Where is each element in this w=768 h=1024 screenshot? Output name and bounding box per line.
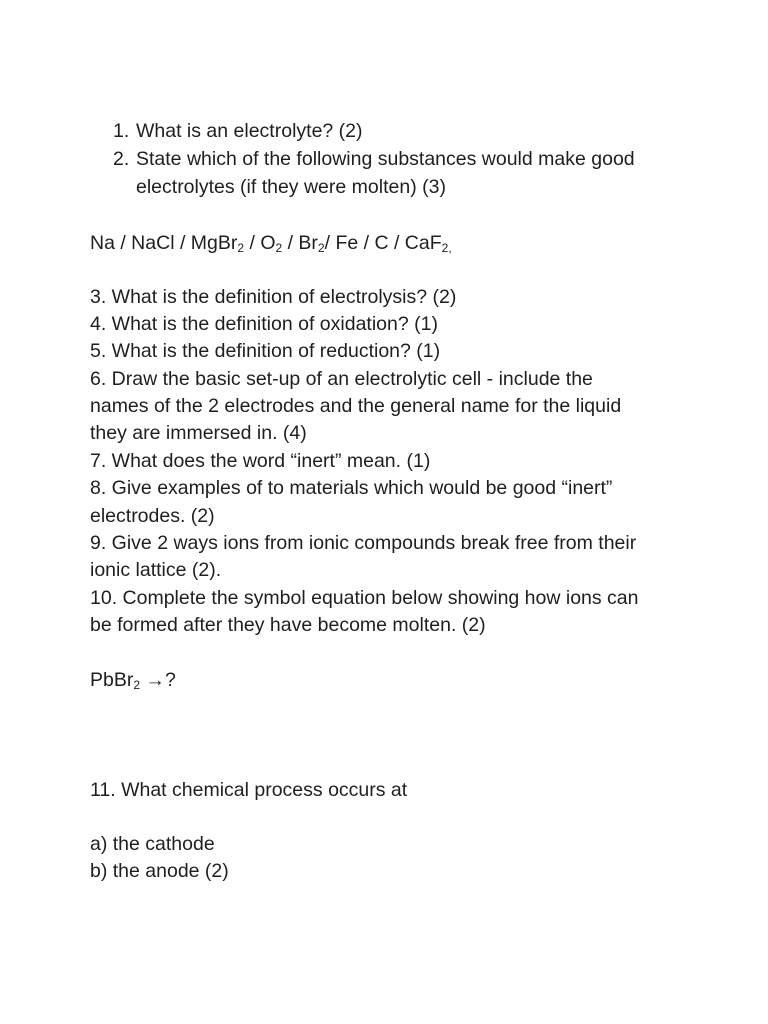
question-8-line-1: 8. Give examples of to materials which would be good “inert” [90, 477, 613, 499]
question-3: 3. What is the definition of electrolysis? (2) [90, 286, 457, 308]
substances-sub-4: 2, [441, 241, 452, 255]
question-6-line-1: 6. Draw the basic set-up of an electrolytic cell - include the [90, 368, 593, 390]
lead-bromide-equation [90, 667, 176, 694]
question-4: 4. What is the definition of oxidation? (1) [90, 313, 438, 335]
substances-part-4: / Fe / C / CaF [324, 232, 442, 254]
substances-part-1: Na / NaCl / MgBr [90, 232, 238, 254]
substances-sub-1: 2 [237, 241, 245, 255]
question-11-part-b: b) the anode (2) [90, 860, 229, 882]
question-2-number: 2. [113, 148, 130, 170]
equation-part-2: →? [140, 669, 176, 691]
question-8-line-2: electrodes. (2) [90, 505, 215, 527]
question-7: 7. What does the word “inert” mean. (1) [90, 450, 431, 472]
substances-part-2: / O [244, 232, 276, 254]
substances-sub-2: 2 [275, 241, 283, 255]
question-5: 5. What is the definition of reduction? (1) [90, 340, 441, 362]
substances-list [90, 230, 452, 257]
question-11: 11. What chemical process occurs at [90, 779, 408, 801]
question-1-text: What is an electrolyte? (2) [136, 120, 363, 142]
question-2-line-2: electrolytes (if they were molten) (3) [136, 176, 446, 198]
question-9-line-2: ionic lattice (2). [90, 559, 222, 581]
question-9-line-1: 9. Give 2 ways ions from ionic compounds break free from their [90, 532, 637, 554]
question-6-line-3: they are immersed in. (4) [90, 422, 307, 444]
question-10-line-2: be formed after they have become molten. (2) [90, 614, 486, 636]
equation-sub-1: 2 [133, 678, 141, 692]
question-6-line-2: names of the 2 electrodes and the general name for the liquid [90, 395, 622, 417]
question-2-line-1: State which of the following substances would make good [136, 148, 635, 170]
question-1-number: 1. [113, 120, 130, 142]
substances-sub-3: 2 [317, 241, 325, 255]
question-10-line-1: 10. Complete the symbol equation below showing how ions can [90, 587, 639, 609]
question-11-part-a: a) the cathode [90, 833, 215, 855]
substances-part-3: / Br [282, 232, 318, 254]
equation-part-1: PbBr [90, 669, 134, 691]
